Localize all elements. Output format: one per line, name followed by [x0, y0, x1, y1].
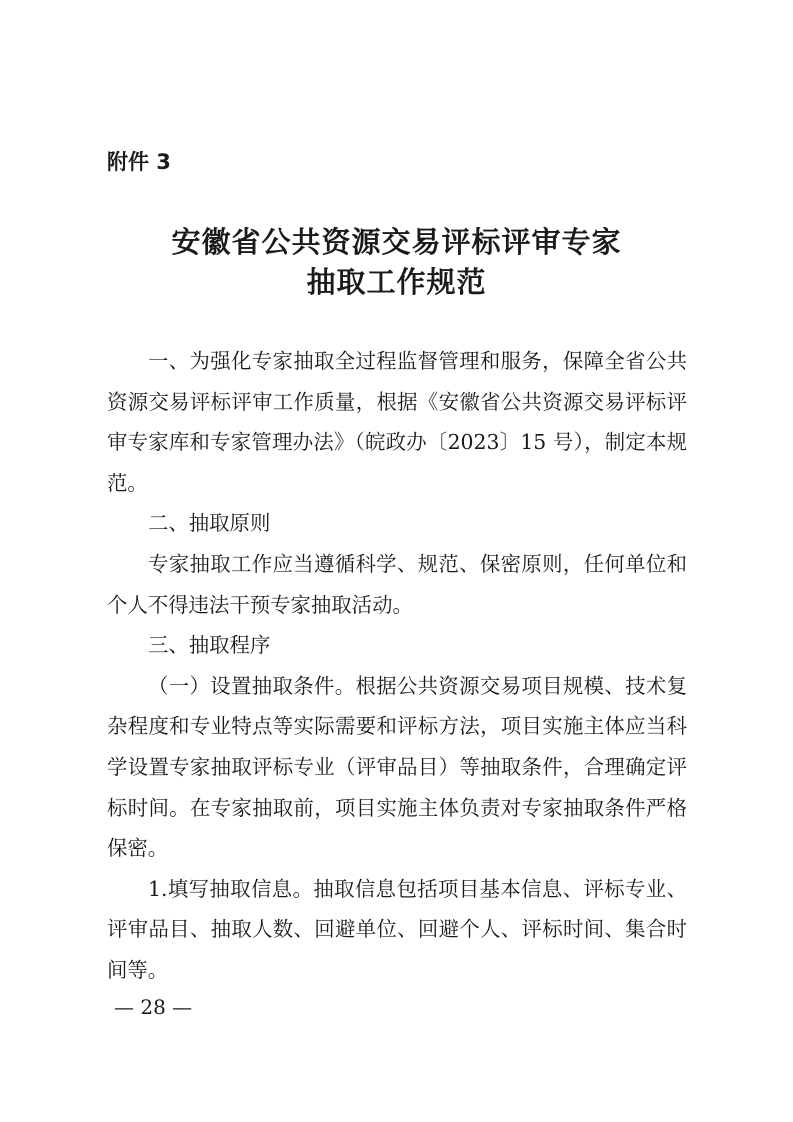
paragraph-fill-info: 1.填写抽取信息。抽取信息包括项目基本信息、评标专业、评审品目、抽取人数、回避单位、回避个人、评标时间、集合时间等。 [107, 876, 687, 982]
attachment-label: 附件 3 [107, 150, 171, 174]
document-body [107, 341, 687, 991]
document-title-line-1: 安徽省公共资源交易评标评审专家 [171, 225, 622, 259]
document-title-line-2: 抽取工作规范 [306, 265, 487, 299]
page-number: — 28 — [114, 995, 193, 1019]
section-heading-procedure: 三、抽取程序 [148, 633, 271, 658]
section-heading-principles: 二、抽取原则 [148, 511, 271, 536]
paragraph-principles: 专家抽取工作应当遵循科学、规范、保密原则，任何单位和个人不得违法干预专家抽取活动。 [107, 551, 687, 617]
paragraph-set-conditions: （一）设置抽取条件。根据公共资源交易项目规模、技术复杂程度和专业特点等实际需要和评标方法，项目实施主体应当科学设置专家抽取评标专业（评审品目）等抽取条件，合理确定评标时间。在专家抽取前，项目实施主体负责对专家抽取条件严格保密。 [107, 673, 687, 861]
paragraph-purpose: 一、为强化专家抽取全过程监督管理和服务，保障全省公共资源交易评标评审工作质量，根据《安徽省公共资源交易评标评审专家库和专家管理办法》（皖政办〔2023〕15 号），制定本规范。 [107, 349, 687, 495]
